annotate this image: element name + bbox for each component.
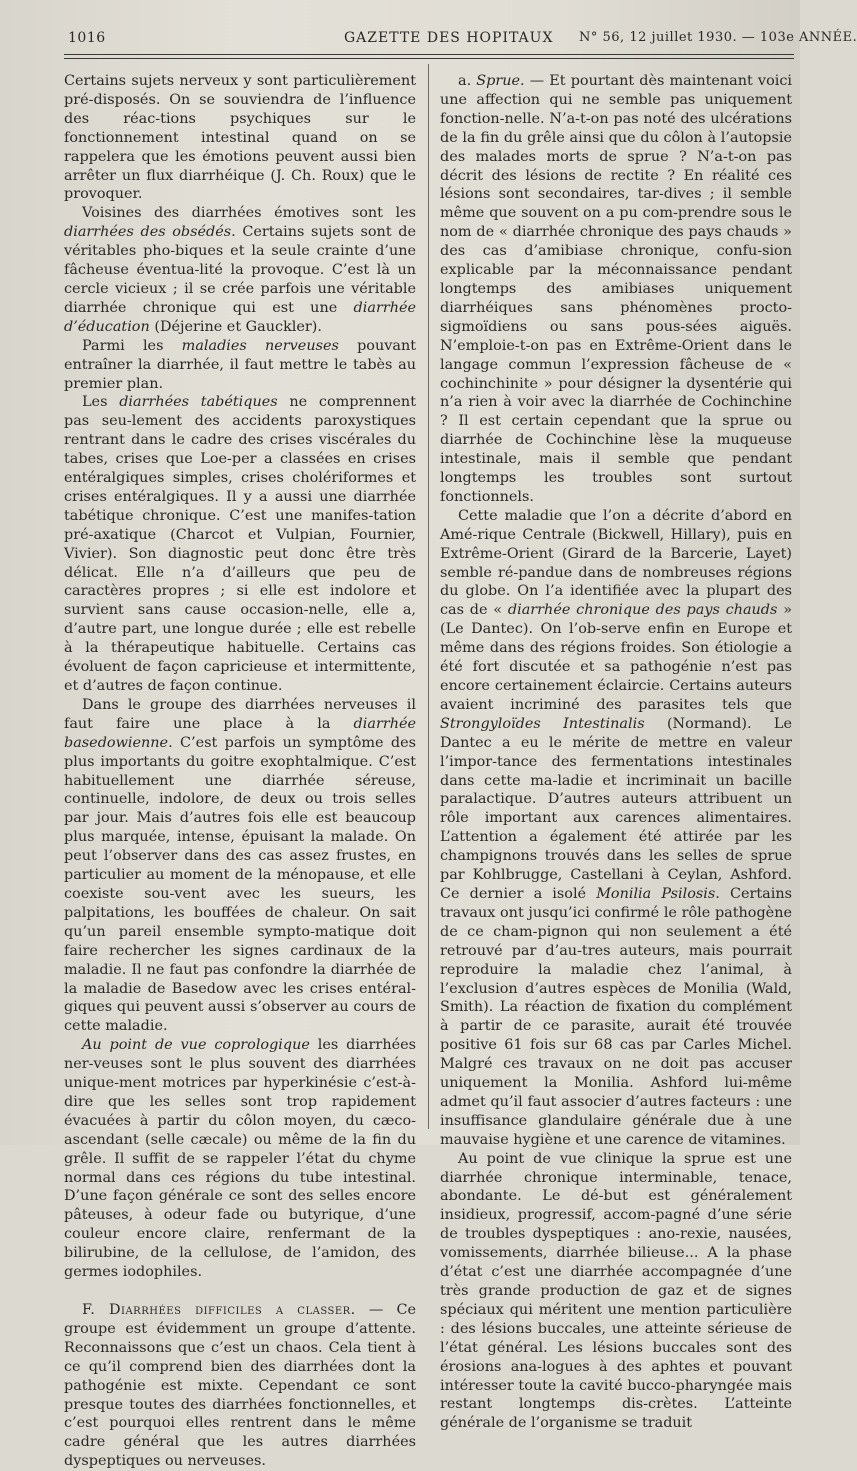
paragraph: Certains sujets nerveux y sont particulièrement pré-disposés. On se souviendra de l’influence des réac-tions psychiques sur le fonctionnement intestinal quand on se rappelera que les émotions peuvent aussi bien arrêter un flux diarrhéique (J. Ch. Roux) que le provoquer. [64, 73, 416, 203]
paragraph: Dans le groupe des diarrhées nerveuses il faut faire une place à la diarrhée basedowienne. C’est parfois un symptôme des plus importants du goitre exophtalmique. C’est habituellement une diarrhée séreuse, continuelle, indolore, de deux ou trois selles par jour. Mais d’autres fois elle est beaucoup plus marquée, intense, épuisant la malade. On peut l’observer dans des cas assez frustes, en particulier au moment de la ménopause, et elle coexiste sou-vent avec les sueurs, les palpitations, les bouffées de chaleur. On sait qu’un pareil ensemble sympto-matique doit faire rechercher les signes cardinaux de la maladie. Il ne faut pas confondre la diarrhée de la maladie de Basedow avec les crises entéral-giques qui peuvent aussi s’observer au cours de cette maladie. [64, 696, 416, 1035]
section-heading: Sprue [476, 73, 521, 89]
column-divider [428, 64, 429, 1129]
paragraph: F. Diarrhées difficiles a classer. — Ce groupe est évidemment un groupe d’attente. Reconnaissons que c’est un chaos. Cela tient à ce qu’il comprend bien des diarrhées dont la pathogénie est mixte. Cependant ce sont presque toutes des diarrhées fonctionnelles, et c’est pourquoi elles rentrent dans le même cadre général que les autres diarrhées dyspeptiques ou nerveuses. [64, 1302, 416, 1470]
right-column [440, 72, 792, 1433]
page-number: 1016 [68, 30, 106, 46]
paragraph: a. Sprue. — Et pourtant dès maintenant voici une affection qui ne semble pas uniquement fonction-nelle. N’a-t-on pas noté des ulcérations de la fin du grêle ainsi que du côlon à l’autopsie des malades morts de sprue ? N’a-t-on pas décrit des lésions de rectite ? En réalité ces lésions sont secondaires, tar-dives ; il semble même que souvent on a pu com-prendre sous le nom de « diarrhée chronique des pays chauds » des cas d’amibiase chronique, confu-sion explicable par la méconnaissance pendant longtemps des amibiases uniquement diarrhéiques sans phénomènes procto-sigmoïdiens ou sans pous-sées aiguës. N’emploie-t-on pas en Extrême-Orient dans le langage commun l’expression fâcheuse de « cochinchinite » pour désigner la dysentérie qui n’a rien à voir avec la diarrhée de Cochinchine ? Il est certain cependant que la sprue ou diarrhée de Cochinchine lèse la muqueuse intestinale, mais il semble que pendant longtemps les troubles sont surtout fonctionnels. [440, 73, 792, 505]
paragraph: Au point de vue coprologique les diarrhées ner-veuses sont le plus souvent des diarrhées unique-ment motrices par hyperkinésie c’est-à-dire que les selles sont trop rapidement évacuées à partir du côlon moyen, du cæco-ascendant (selle cæcale) ou même de la fin du grêle. Il suffit de se rappeler l’état du chyme normal dans ces régions du tube intestinal. D’une façon générale ce sont des selles encore pâteuses, à odeur fade ou butyrique, d’une couleur encore claire, renfermant de la bilirubine, de la cellulose, de l’amidon, des germes iodophiles. [64, 1037, 417, 1281]
paragraph: Parmi les maladies nerveuses pouvant entraîner la diarrhée, il faut mettre le tabès au premier plan. [64, 337, 416, 392]
paragraph: Au point de vue clinique la sprue est une diarrhée chronique interminable, tenace, abondante. Le dé-but est généralement insidieux, progressif, accom-pagné d’une série de troubles dyspeptiques : ano-rexie, nausées, vomissements, diarrhée bilieuse... A la phase d’état c’est une diarrhée accompagnée d’une très grande production de gaz et de signes spéciaux qui méritent une mention particulière : des lésions buccales, une atteinte sérieuse de l’état général. Les lésions buccales sont des érosions ana-logues à des aphtes et pouvant intéresser toute la cavité bucco-pharyngée mais restant longtemps dis-crètes. L’atteinte générale de l’organisme se traduit [440, 1150, 792, 1432]
header-rule [64, 54, 794, 59]
paragraph: Les diarrhées tabétiques ne comprennent pas seu-lement des accidents paroxystiques rentrant dans le cadre des crises viscérales du tabes, crises que Loe-per a classées en crises entéralgiques simples, crises cholériformes et crises entéralgiques. Il y a aussi une diarrhée tabétique chronique. C’est une manifes-tation pré-axatique (Charcot et Vulpian, Fournier, Vivier). Son diagnostic peut donc être très délicat. Elle n’a d’ailleurs que peu de caractères propres ; si elle est indolore et survient sans cause occasion-nelle, elle a, d’autre part, une longue durée ; elle est rebelle à la thérapeutique habituelle. Certains cas évoluent de façon capricieuse et intermittente, et d’autres de façon continue. [64, 394, 416, 694]
paragraph: Cette maladie que l’on a décrite d’abord en Amé-rique Centrale (Bickwell, Hillary), puis en Extrême-Orient (Girard de la Barcerie, Layet) semble ré-pandue dans de nombreuses régions du globe. On l’a identifiée avec la plupart des cas de « diarrhée chronique des pays chauds » (Le Dantec). On l’ob-serve enfin en Europe et même dans des régions froides. Son étiologie a été fort discutée et sa pathogénie n’est pas encore certainement éclaircie. Certains auteurs avaient incriminé des parasites tels que Strongyloïdes Intestinalis (Normand). Le Dantec a eu le mérite de mettre en valeur l’impor-tance des fermentations intestinales dans cette ma-ladie et incriminait un bacille paralactique. D’autres auteurs attribuent un rôle important aux carences alimentaires. L’attention a également été attirée par les champignons trouvés dans les selles de sprue par Kohlbrugge, Castellani à Ceylan, Ashford. Ce dernier a isolé Monilia Psilosis. Certains travaux ont jusqu’ici confirmé le rôle pathogène de ce cham-pignon qui non seulement a été retrouvé par d’au-tres auteurs, mais pourrait reproduire la maladie chez l’animal, à l’exclusion d’autres espèces de Monilia (Wald, Smith). La réaction de fixation du complément à partir de ce parasite, aurait été trouvée positive 61 fois sur 68 cas par Carles Michel. Malgré ces travaux on ne doit pas accuser uniquement la Monilia. Ashford lui-même admet qu’il faut associer d’autres facteurs : une insuffisance glandulaire générale due à une mauvaise hygiène et une carence de vitamines. [440, 507, 793, 1148]
left-column [64, 72, 416, 1471]
section-heading: F. Diarrhées difficiles a classer. [82, 1302, 356, 1318]
journal-title: GAZETTE DES HOPITAUX [344, 30, 554, 46]
page-header [64, 30, 857, 50]
paragraph: Voisines des diarrhées émotives sont les diarrhées des obsédés. Certains sujets sont de véritables pho-biques et la seule crainte d’une fâcheuse éventua-lité la provoque. C’est là un cercle vicieux ; il se crée parfois une véritable diarrhée chronique qui est une diarrhée d’éducation (Déjerine et Gauckler). [64, 205, 416, 335]
issue-info: N° 56, 12 juillet 1930. — 103e ANNÉE. [579, 30, 857, 45]
